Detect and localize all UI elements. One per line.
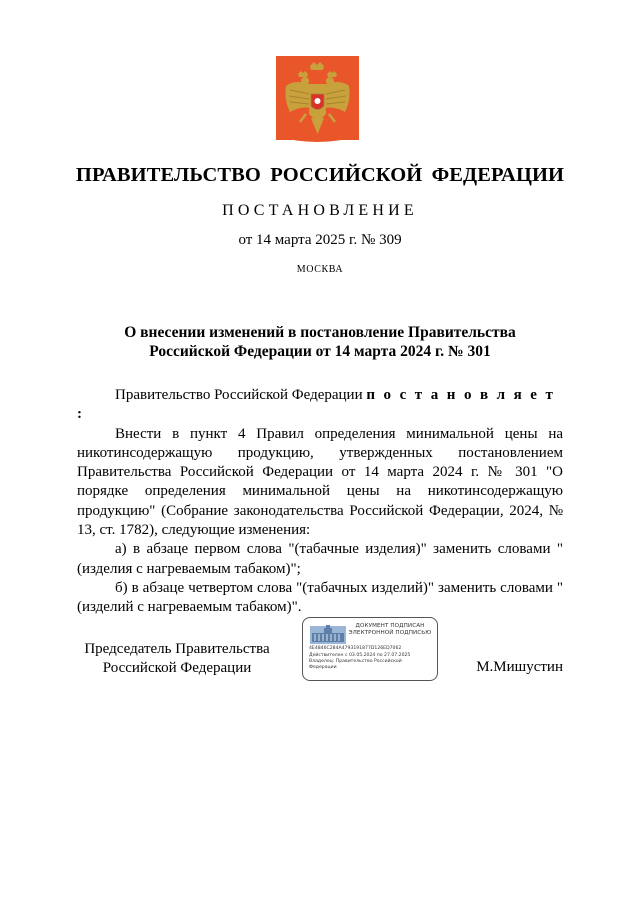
signatory-title-line-2: Российской Федерации	[102, 660, 252, 676]
certificate-owner-line-1: Владелец: Правительство Российской	[309, 659, 402, 664]
signatory-title-line-1: Председатель Правительства	[84, 641, 270, 657]
issue-city: МОСКВА	[296, 264, 344, 275]
certificate-serial: 4E4846C284A4793191877D126ED7062	[309, 646, 402, 651]
stamp-heading-line-2: ЭЛЕКТРОННОЙ ПОДПИСЬЮ	[348, 630, 432, 636]
certificate-owner-line-2: Федерации	[309, 665, 337, 670]
certificate-validity: Действителен с 03.05.2024 по 27.07.2025	[309, 653, 411, 658]
government-title: ПРАВИТЕЛЬСТВО РОССИЙСКОЙ ФЕДЕРАЦИИ	[75, 164, 565, 186]
subject-line-2: Российской Федерации от 14 марта 2024 г. № 301	[149, 343, 491, 360]
decree-date-number: от 14 марта 2025 г. № 309	[238, 232, 402, 248]
decree-subject	[0, 323, 640, 361]
coat-of-arms-icon	[276, 56, 359, 144]
electronic-signature-stamp	[302, 617, 438, 681]
stamp-heading-line-1: ДОКУМЕНТ ПОДПИСАН	[355, 623, 425, 629]
item-b-paragraph: б) в абзаце четвертом слова "(табачных изделий)" заменить словами "(изделий с нагреваемым табаком)".	[77, 579, 563, 616]
signatory-title	[77, 640, 277, 678]
subject-line-1: О внесении изменений в постановление Правительства	[124, 324, 516, 341]
government-building-icon	[309, 624, 347, 646]
signatory-name: М.Мишустин	[476, 659, 563, 675]
decrees-word: п о с т а н о в л я е т :	[77, 387, 556, 423]
decree-body	[77, 386, 563, 618]
decree-type: ПОСТАНОВЛЕНИЕ	[222, 202, 418, 219]
intro-text: Правительство Российской Федерации	[115, 387, 367, 403]
intro-paragraph	[77, 386, 563, 425]
item-a-paragraph: а) в абзаце первом слова "(табачные изделия)" заменить словами "(изделия с нагреваемым табаком)";	[77, 541, 563, 577]
stamp-heading	[343, 623, 437, 637]
main-paragraph: Внести в пункт 4 Правил определения минимальной цены на никотинсодержащую продукцию, утвержденных постановлением Правительства Российской Федерации от 14 марта 2024 г. № 301 "О порядке определения минимальной цены на никотинсодержащую продукцию" (Собрание законодательства Российской Федерации, 2024, № 13, ст. 1782), следующие изменения:	[77, 425, 563, 539]
